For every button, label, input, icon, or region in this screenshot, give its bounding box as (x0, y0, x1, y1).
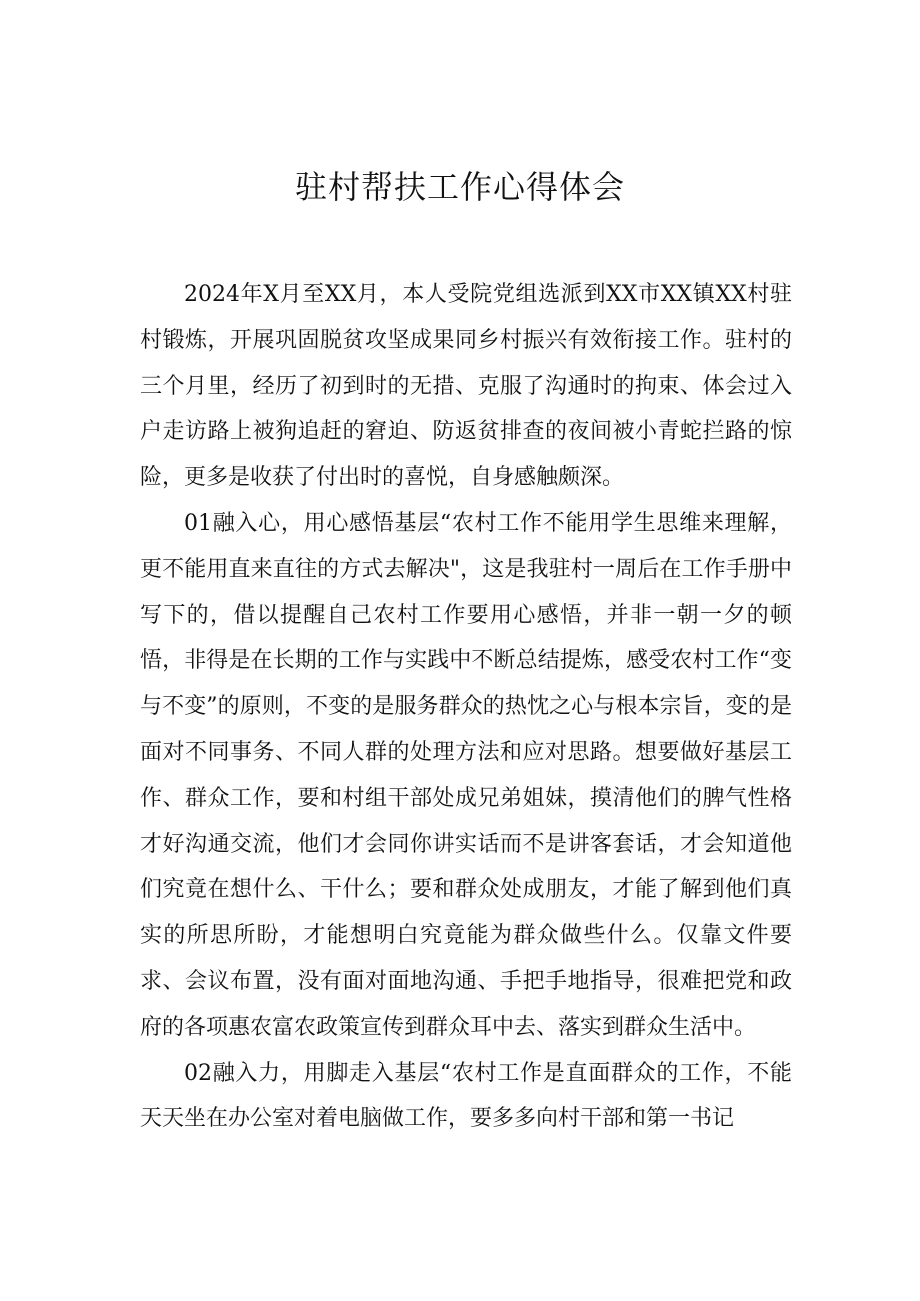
document-body (140, 272, 792, 1142)
paragraph-intro: 2024年X月至XX月，本人受院党组选派到XX市XX镇XX村驻村锻炼，开展巩固脱贫攻坚成果同乡村振兴有效衔接工作。驻村的三个月里，经历了初到时的无措、克服了沟通时的拘束、体会过入户走访路上被狗追赶的窘迫、防返贫排查的夜间被小青蛇拦路的惊险，更多是收获了付出时的喜悦，自身感触颇深。 (140, 282, 792, 491)
paragraph-section-01: 01融入心，用心感悟基层“农村工作不能用学生思维来理解，更不能用直来直往的方式去解决"，这是我驻村一周后在工作手册中写下的，借以提醒自己农村工作要用心感悟，并非一朝一夕的顿悟，非得是在长期的工作与实践中不断总结提炼，感受农村工作“变与不变”的原则，不变的是服务群众的热忱之心与根本宗旨，变的是面对不同事务、不同人群的处理方法和应对思路。想要做好基层工作、群众工作，要和村组干部处成兄弟姐妹，摸清他们的脾气性格才好沟通交流，他们才会同你讲实话而不是讲客套话，才会知道他们究竟在想什么、干什么；要和群众处成朋友，才能了解到他们真实的所思所盼，才能想明白究竟能为群众做些什么。仅靠文件要求、会议布置，没有面对面地沟通、手把手地指导，很难把党和政府的各项惠农富农政策宣传到群众耳中去、落实到群众生活中。 (140, 510, 792, 1040)
paragraph-section-02: 02融入力，用脚走入基层“农村工作是直面群众的工作，不能天天坐在办公室对着电脑做工作，要多多向村干部和第一书记 (140, 1060, 792, 1132)
document-title: 驻村帮扶工作心得体会 (294, 168, 625, 206)
